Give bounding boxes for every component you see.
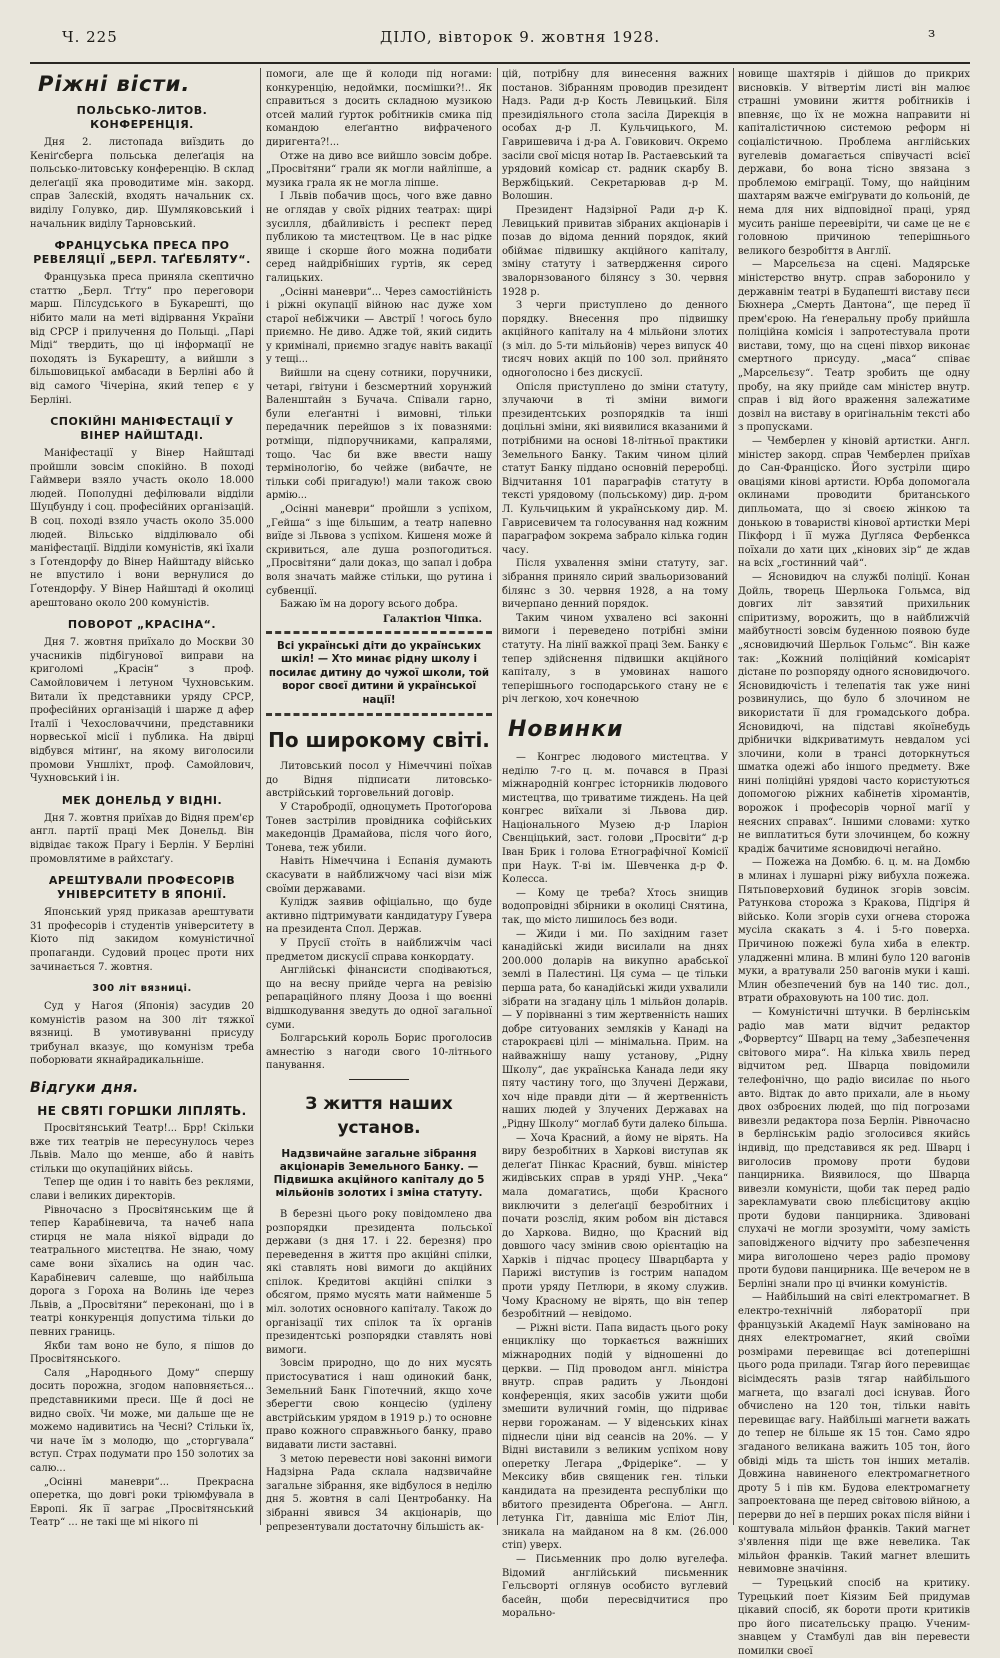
article-text: Японський уряд приказав арештувати 31 професорів і студентів університету в Кіото під закидом комуністичної пропаганди. Судовий процес проти них зачинається 7. жовтня.	[30, 907, 254, 973]
article-text: Литовський посол у Німеччині поїхав до Відня підписати литовсько-австрійський торговельний договір.	[266, 761, 492, 800]
article-text: Президент Надзірної Ради д-р К. Левицький привитав зібраних акціонарів і позав до відома денний порядок, який обіймає підвишку акційного капіталу, зміну статуту і затвердження сирого звалорнзованого білянсу з 30. червня 1928 р.	[502, 204, 728, 298]
article-text: Французька преса приняла скептично статтю „Берл. Тґту“ про переговори марш. Пілсудського в Букарешті, що нібито мали на меті відірвання України від СРСР і прилучення до Польщі. „Парі Міді“ твердить, що ці інформації не походять із Букарешту, а вийшли з більшовицької амбасади в Берліні або й від самого Чічеріна, який тепер є у Берліні.	[30, 272, 254, 406]
article-text: Бажаю їм на дорогу всього добра.	[280, 599, 458, 611]
news-item: — Чемберлен у кіновій артистки. Англ. міністер закорд. справ Чемберлен приїхав до Сан-Франціско. Його зустріли щиро оваціями кінові артисти. Юрба допомогала оклинами проводити британського дипльомата, що зі своєю жінкою та донькою в товаристві кінової артистки Мері Пікфорд і її мужа Дуґляса Фербенкса поїхали до хати цих „кінових зір“ де ждав на всіх „гостинний чай“.	[738, 436, 970, 570]
article-text: І Львів побачив щось, чого вже давно не оглядав у своїх рідних театрах: щирі зусилля, дбайливість і респект перед публикою та мистецтвом. Це в нас рідке явище і скорше його можна подибати серед найдрібніших гуртів, як серед галицьких.	[266, 191, 492, 284]
article-text: Навіть Німеччина і Еспанія думають скасувати в найближчому часі візи між своїми державами.	[266, 856, 492, 895]
news-item: — Жиди і ми. По західним газет канадійські жиди висилали на днях 200.000 доларів на викупно арабської землі в Палестині. Ця сума — це тільки перша рата, бо канадійські жиди ухвалили зібрати на згадану ціль 1 мільйон доларів. — У порівнанні з тим жертвенність наших добре ситуованих земляків у Канаді на старокраєві цілі — мінімальна. Прим. на найважнішу нашу установу, „Рідну Школу“, дає українська Канада леди яку пяту частину того, що Злучені Держави, хоч ніде правди діти — й жертвенність наших людей у Злучених Державах на „Рідну Школу“ моглаб бути далеко більша.	[502, 928, 728, 1130]
article-text: Саля „Народнього Дому“ спершу досить порожна, згодом наповняється... представникими преси. Ще й досі не видно своїх. Чи може, ми дальше ще не можемо надивитись на Чесні? Стільки їх, чи наче їм з молодю, що „сторгувала“ вступ. Страх подумати про 150 золотих за салю...	[30, 1367, 254, 1474]
news-item: — Ясновидюч на службі поліції. Конан Дойль, творець Шерльока Гольмса, від довгих літ завзятий прихильник спіритизму, ворожить, що в найближчій майбутності зовсім буденною появою буде „ясновидючий Шерльок Гольмс“. Він каже так: „Кожний поліційний комісаріят дістане по розпоряду одного ясновидючого. Ясновидючість і телепатія так уже нині розвинулись, що було б злочином не використати її для громадського добра. Ясновидючі, на підставі якоїнебудь дрібнички відкриватимуть невдалом усі злочини, коли в трансі доторкнуться шматка одежі або іншого предмету. Вже нині поліційні урядові часто користуються допомогою ріжних кабінетів хіромантів, ворожок і професорів чорної магії у неясних справах“. Іншими словами: хутко не виплатиться бути злочинцем, бо кожну крадіж бачитиме ясновидючі негайно.	[738, 571, 970, 855]
article-headline: ПОЛЬСЬКО-ЛИТОВ. КОНФЕРЕНЦІЯ.	[76, 104, 208, 131]
article-text: Тепер ще один і то навіть без реклями, слави і великих директорів.	[30, 1177, 254, 1203]
masthead-rule	[30, 62, 970, 64]
article-headline: ПОВОРОТ „КРАСІНА“.	[67, 618, 217, 632]
news-item: — Найбільший на світі електромагнет. В електро-технічній лябораторії при французькій Академії Наук заміновано на днях електромагнет, який своїми розмірами перевищає всі дотеперішні цього рода прилади. Тягар його перевищає вісімдесять разів тягар найбільшого магнета, що взагалі досі існував. Його обчислено на 120 тон, тільки навіть перевищає вагу. Найбільші магнети важать до тепер не більше як 15 тон. Само ядро згаданого великана важить 105 тон, його обвіді мідь та шість тон інших металів. Довжина навиненого електромагнетного дроту 5 і пів км. Будова електромагнету запроектована ще перед світовою війною, а перерви до неї в перших роках після війни і коштувала мільйон франків. Такий магнет з'явлення піди ще вже невелика. Так мільйон франків. Такий магнет влешить невимовне значіння.	[738, 1292, 970, 1576]
column-divider	[497, 68, 498, 1525]
article-text: Дня 7. жовтня приїхало до Москви 30 учасників підбігунової виправи на криголомі „Красін“ з проф. Самойловичем і летуном Чухновським. Витали їх представники уряду СРСР, професійних організацій і шарже д афер Італії і Чехословаччини, представники норвеської місії і публика. На двірці відбувся мітинґ, на якому виголосили промови Уншліхт, проф. Самойлович, Чухновський і ін.	[30, 637, 254, 785]
news-item: — Комуністичні штучки. В берлінськім радіо мав мати відчит редактор „Форвертсу“ Шварц на тему „Забезпечення світового мира“. На кілька хвиль перед відчитом ред. Шварца повідомили телефонічно, що радіо висилає по нього авто. Відтак до авто прихали, але в ньому двох озброєних людей, що під погрозами вивезли редактора поза Берлін. Рівночасно в берлінськім радіо зголосився якийсь індивід, що представився як ред. Шварц і виголосив промову проти будови панцирника. Виявилося, що Шварца вивезли комуністи, щоби так перед радіо зарекламувати свою плєбісцитову акцію проти будови панцирника. Здивовані слухачі не могли зрозуміти, чому замість заповідженого відчиту про забезпечення мира виголошено через радіо промову проти будови панцирника. Ще вечером не в Берліні знали про ці вчинки комуністів.	[738, 1006, 970, 1290]
article-text: Таким чином ухвалено всі законні вимоги і переведено потрібні зміни статуту. На лінії важкої праці Зем. Банку є тепер здійснення підвишки акційного капіталу, з в умовинах нашого теперішнього господарського стану не є річ легкою, хоч конечною	[502, 612, 728, 706]
article-text: Суд у Нагоя (Японія) засудив 20 комуністів разом на 300 літ тяжкої вязниці. В умотивуванні присуду трибунал вказує, що комунізм треба поборювати якнайрадикальніше.	[30, 1001, 254, 1067]
section-title-institutions: З життя наших установ.	[305, 1093, 453, 1138]
section-title-novynky: Новинки	[508, 716, 624, 742]
issue-date: ДІЛО, вівторок 9. жовтня 1928.	[380, 28, 661, 46]
article-text: Болгарський король Борис проголосив амнестію з нагоди свого 10-літнього панування.	[266, 1033, 492, 1072]
column-2	[266, 68, 492, 1533]
news-item: — Пожежа на Домбю. 6. ц. м. на Домбю в млинах і лушарні ріжу вибухла пожежа. Пятьповерховий будинок згорів зовсім. Ратункова сторожа з Кракова, Підгіря й військо. Коли згорів сухи огнева сторожа мусіла скакать з 4. і 5-го поверха. Причиною пожежі була хиба в електр. уладженні млина. В млині було 120 вагонів муки, а вратували 250 вагонів муки і каші. Млин обезпечений був на 140 тис. дол., втрати обраховують на 100 тис. дол.	[738, 857, 970, 1005]
article-text: Кулідж заявив офіціально, що буде активно підтримувати кандидатуру Ґувера на президента Спол. Держав.	[266, 897, 492, 936]
article-text: Англійські фінансисти сподіваються, що на весну прийде черга на ревізію репараційного пляну Дооза і що воєнні відшкодування зведуть до одної загальної суми.	[266, 965, 492, 1031]
page-number: Ч. 225	[62, 28, 118, 46]
news-item: — Кому це треба? Хтось знищив водопровідні збірники в околиці Снятина, так, що місто лишилось без води.	[502, 887, 728, 927]
article-text: цій, потрібну для винесення важних постанов. Зібранням проводив президент Надз. Ради д-р Кость Левицький. Біля президіяльного стола засіла Дирекція в особах д-р Л. Кульчицького, М. Гавришевича і д-ра А. Говикович. Окремо засіли свої місця нотар Ів. Растаевський та урядовий комісар ст. радник скарбу В. Вержбіцький. Секретарював д-р М. Волошин.	[502, 69, 729, 203]
boxed-notice: Всі українські діти до українських шкіл! — Хто минає рідну школу і посилає дитину до чужої школи, той ворог своєї дитини й української нації!	[266, 631, 492, 717]
masthead	[0, 20, 1000, 60]
article-text: „Осінні маневри“... Прекрасна оперетка, що довгі роки тріюмфувала в Европі. Як її заграє „Просвітянський Театр“ ... не такі ще мі нікого пі	[30, 1476, 254, 1529]
article-text: Дня 2. листопада виїздить до Кеніґсберга польська делеґація на польсько-литовську конференцію. В склад делеґації яка проводитиме мін. закорд. справ Залєскій, входять начальник сх. виділу Голувко, дир. Шумляковський і начальник виділу Тарновський.	[30, 137, 254, 230]
article-text: Після ухвалення зміни статуту, заг. зібрання приняло сирий звальоризований білянс з 30. червня 1928, а на тому вичерпано денний порядок.	[502, 558, 728, 611]
column-1	[30, 68, 254, 1527]
article-text: новище шахтярів і дійшов до прикрих висновків. У вітвертім листі він малює страшні умовини життя робітників і впевняє, що їх не можна направити ні капіталістичною системою реформ ні соціалістичною. Проблема англійських вугелевів домагається співучасті всієї держави, бо вона тісно звязана з проблемою еміграції. Тому, що найціним шахтарям важче еміґрувати до кольоній, де нема для них відповідної праці, уряд мусить раніше переевіріти, чи саме це не є головною причиною теперішнього великого безробіття в Англії.	[738, 69, 970, 257]
article-headline: АРЕШТУВАЛИ ПРОФЕСОРІВ УНІВЕРСИТЕТУ В ЯПОНІЇ.	[48, 874, 236, 902]
section-title-rizhni-visty: Ріжні вісти.	[38, 72, 191, 96]
article-text: помоги, але ще й колоди під ногами: конкуренцію, недоймки, посмішки?!.. Як справиться з досить складною музикою отсей малий ґурток робітників смика під командою елеґантно вифраченого диригента?!...	[266, 69, 492, 148]
column-divider	[733, 68, 734, 1525]
article-headline: ФРАНЦУСЬКА ПРЕСА ПРО РЕВЕЛЯЦІЇ „БЕРЛ. ТАҐЕБЛЯТУ“.	[33, 239, 251, 267]
news-item: — Конгрес людового мистецтва. У неділю 7-го ц. м. почався в Празі міжнародній конгрес історників людового мистецтва, що триватиме тиждень. На цей конгрес виїхали зі Львова дир. Національного Музею д-р Іларіон Свєнціцький, заст. голови „Просвіти“ д-р Іван Брик і голова Етнографічної Комісії при Наук. Т-ві ім. Шевченка д-р Ф. Колесса.	[502, 751, 728, 886]
news-item: — Письменник про долю вугелефа. Відомий англійський письменник Гельсворті оглянув особисто вуглевий басейн, щоби пересвідчитися про морально-	[502, 1553, 728, 1620]
article-text: „Осінні маневри“... Через самостійність і ріжні окупації війною нас дуже хом старої небіжчики — Австрії ! чогось було приємно. Не диво. Адже той, який сидить у криміналі, приємно згадує навіть вакації у тещі...	[266, 286, 492, 366]
column-divider	[260, 68, 261, 1525]
article-text: Опісля приступлено до зміни статуту, злучаючи в ті зміни вимоги президентських розпорядків та інші доцільні зміни, які виявилися вказаними й потрібними на основі 18-літньої практики Земельного Банку. Таким чином цілий статут Банку піддано основній переробці. Відчитання 101 параграфів статуту в тексті урядовому (польському) дир. д-ром Л. Кульчицьким й українському дир. М. Гавриcевичем та голосування над кожним параграфом зокрема забрало кілька годин часу.	[502, 381, 728, 556]
column-3	[502, 68, 729, 1620]
column-4	[738, 68, 970, 1657]
author-signature: Галактіон Чіпка.	[382, 613, 482, 625]
article-subheadline: Надзвичайне загальне зібрання акціонарів Земельного Банку. — Підвишка акційного капіталу до 5 мільйонів золотих і зміна статуту.	[273, 1147, 485, 1199]
article-headline: МЕК ДОНЕЛЬД У ВІДНІ.	[61, 793, 223, 807]
article-text: „Осінні маневри“ пройшли з успіхом, „Гейша“ з іще більшим, а театр напевно виїде зі Львова з успіхом. Кишеня може й скривиться, але душа розпогодиться. „Просвітяни“ дали доказ, що запал і добра воля значать майже стільки, що рутина і субвенції.	[266, 504, 492, 597]
article-text: Отже на диво все вийшло зовсім добре. „Просвітяни“ грали як могли найліпше, а музика грала як не могла ліпше.	[266, 150, 492, 189]
article-text: Просвітянський Театр!... Брр! Скільки вже тих театрів не пересунулось через Львів. Мало що менше, або й навіть стільки що окупаційних війсьь.	[30, 1123, 254, 1175]
separator	[349, 1079, 409, 1080]
article-text: З метою перевести нові законні вимоги Надзірна Рада склала надзвичайне загальне зібрання, яке відбулося в неділю дня 5. жовтня в салі Центробанку. На зібранні явився 34 акціонарів, що репрезентували достаточну більшість ак-	[266, 1453, 492, 1533]
article-text: Дня 7. жовтня приїхав до Відня прем'єр англ. партії праці Мек Донельд. Він відвідає також Прагу і Берлін. У Берліні промовлятиме в райхстаґу.	[30, 812, 254, 865]
article-text: У Прусії стоїть в найближчім часі предметом дискусії справа конкордату.	[266, 937, 492, 963]
news-item: — Ріжні вісти. Папа видасть цього року енцикліку що торкається важніших міжнародних подій у відношенні до церкви. — Під проводом англ. міністра внутр. справ радить у Льондоні конференція, яких засобів ужити щоби змешити вуличний гомін, що підриває нерви горожанам. — У віденських кінах піднесли ціни від сеансів на 20%. — У Відні виставили з великим успіхом нову оперетку Легара „Фрідеріке“. — У Мексику вбив священик ген. тільки кандидата на президента республіки що вбитого президента Обреґона. — Англ. летунка Гіт, давніша міс Еліот Лін, зникала на майданом на 8 км. (26.000 стіп) уверх.	[502, 1322, 728, 1552]
corner-mark: з	[928, 26, 936, 41]
news-item: — Хоча Красний, а йому не вірять. На виру безробітних в Харкові виступав як делеґат Пінкас Красний, бувш. міністер жидівських справ в уряді УНР. „Чека“ мала домагатись, щоби Красного виключити з делеґації безробітних і почати розслід, яким робом він дістався до Харкова. Видно, що Красний від довшого часу змінив свою орієнтацію на Харків і підчас процесу Шварцбарта у Парижі виступив із гострим нападом проти уряду Петлюри, в якому служив. Чому Красному не вірять, що він тепер безробітний — невідомо.	[502, 1132, 728, 1321]
article-text: Маніфестації у Вінер Найштаді пройшли зовсім спокійно. В поході Гаймвери взяло участь около 18.000 людей. Пополудні дефілювали відділи Шуцбунду і соц. професійних організацій. В соц. поході взяло участь около 35.000 людей. Вільсько відділювало обі маніфестації. Відділи комуністів, які їхали з Ґотендорфу до Вінер Найштаду військо не впустило і вони вернулися до Ґотендорфу. У Вінер Найштаді й околиці арештовано около 200 комуністів.	[30, 448, 254, 609]
section-title-vidguky: Відгуки дня.	[30, 1080, 139, 1097]
article-text: З черги приступлено до денного порядку. Внесення про підвишку акційного капіталу на 4 мільйони злотих (з міл. до 5-ти мільйонів) через випуск 40 тисяч нових акцій по 100 зол. прийнято одноголосно і без дискусії.	[502, 300, 728, 380]
article-text: В березні цього року повідомлено два розпорядки президента польської держави (з дня 17. і 22. березня) про переведення в життя про акційні спілки, які ставлять нові вимоги до акційних спілок. Кредитові акційні спілки з обсягом, прямо мусять мати найменше 5 міл. золотих основного капіталу. Також до організації тих спілок та їх органів президентські розпорядки ставлять нові вимоги.	[266, 1208, 492, 1356]
article-headline: СПОКІЙНІ МАНІФЕСТАЦІЇ У ВІНЕР НАЙШТАДІ.	[50, 415, 234, 443]
news-item: — Марсельєза на сцені. Мадярське міністерство внутр. справ заборонило у державнім театрі в Будапешті виставу пєси Бюхнера „Смерть Дантона“, ще перед її прем'єрою. На ґенеральну пробу прийшла поліційна комісія і запротестувала проти вистави, тому, що на сцені півхор виконає смертного присуду. „маса“ співає „Марсельєзу“. Театр зробить ще одну пробу, на яку прийде сам міністер внутр. справ і від його враження залежатиме дозвіл на виставу в оригінальнім тексті або з пропусками.	[738, 259, 970, 434]
article-text: Якби там воно не було, я пішов до Просвітянського.	[30, 1340, 254, 1366]
article-headline: 300 літ вязниці.	[92, 983, 192, 995]
article-headline: НЕ СВЯТІ ГОРШКИ ЛІПЛЯТЬ.	[37, 1104, 247, 1119]
article-text: Вийшли на сцену сотники, поручники, четарі, ґвітуни і безсмертний хорунжий Валенштайн з Бучача. Співали гарно, були елеґантні і вимовні, тільки передачник перейшов з іх повазнями: ротміщи, підпоручниками, капралями, тощо. Час би вже ввести нашу термінологію, бо чейже (вибачте, не тільки собі пригадую!) мали також свою армію...	[266, 368, 492, 502]
news-item: — Турецький спосіб на критику. Турецький поет Кіязим Бей придумав цікавий спосіб, як бороти проти критиків про його писательську працю. Ученим-знавцем у Стамбулі дав він перевести помилки своєї	[738, 1577, 970, 1657]
article-text: Зовсім природно, що до них мусять пристосуватися і наш одинокий банк, Земельний Банк Гіпотечний, якщо хоче зберегти свою концесію (уділену австрійським урядом в 1919 р.) то основне право кожного справжнього банку, право видавати листи заставні.	[266, 1358, 492, 1451]
article-text: Рівночасно з Просвітянським ще й тепер Карабіневича, та начеб напа стирця не мала ніякої відради до театрального мистецтва. Не знаю, чому саме вони зїхались на один час. Карабіневич салевше, що найбільша дорога з Гороха на Волинь іде через Львів, а „Просвітяни“ переконані, що і в театрі конкуренція допустима тільки до певних границь.	[30, 1204, 254, 1338]
article-text: У Старобродії, одноцуметь Протоґорова Тонев застрілив провідника софійських македонців Драмайова, після чого його, Тонева, теж убили.	[266, 802, 492, 854]
section-title-world: По широкому світі.	[268, 728, 490, 753]
